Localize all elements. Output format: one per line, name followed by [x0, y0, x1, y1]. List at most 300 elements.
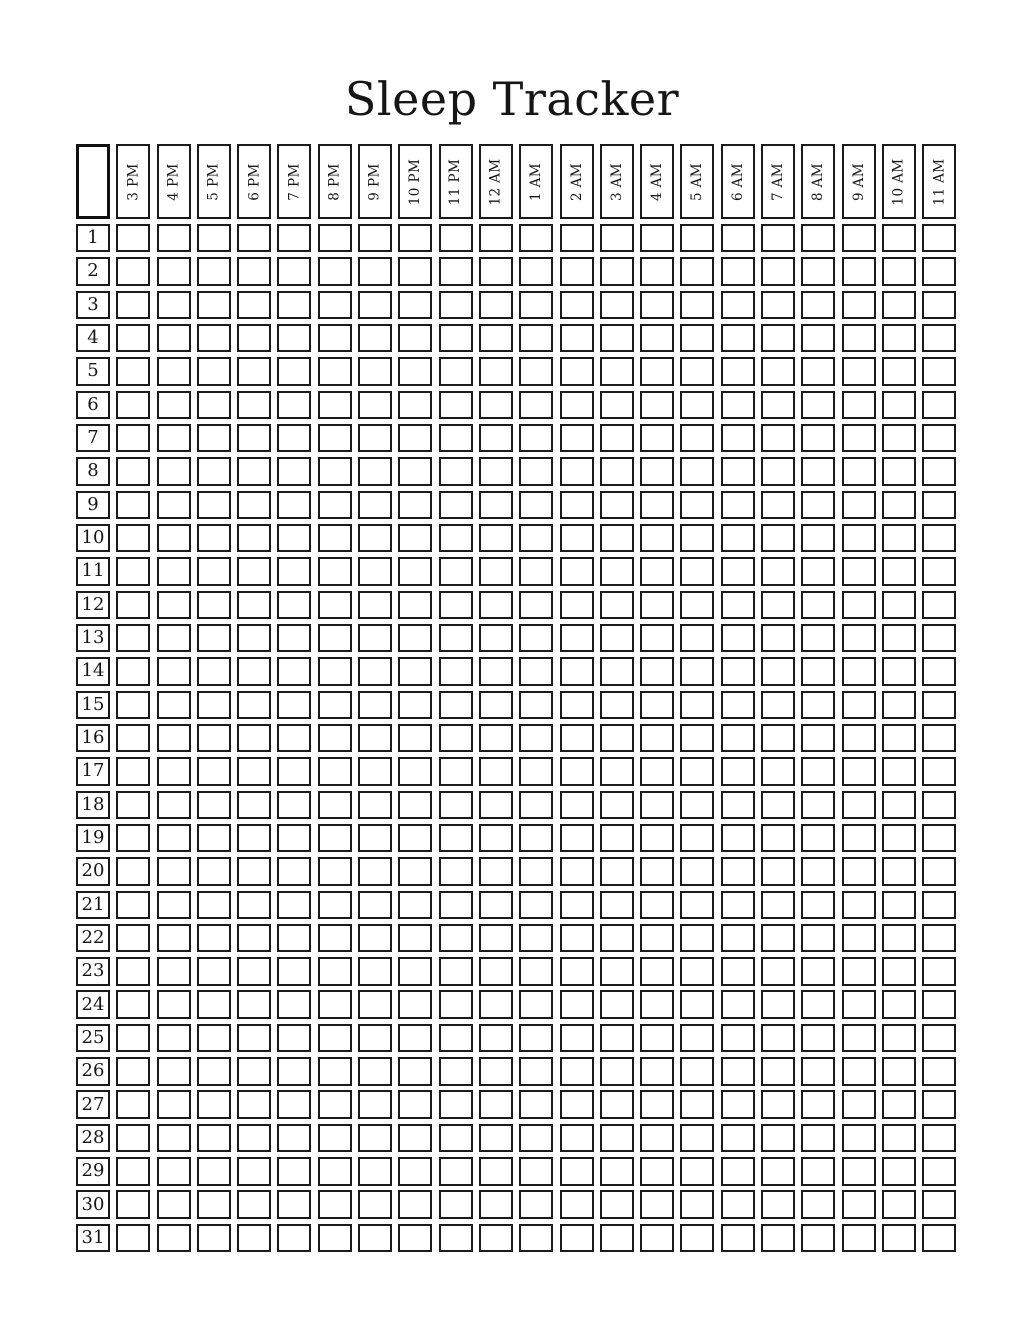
sleep-cell-day11-9am[interactable]: [842, 557, 876, 585]
sleep-cell-day21-8pm[interactable]: [318, 891, 352, 919]
sleep-cell-day5-3am[interactable]: [600, 357, 634, 385]
sleep-cell-day15-5pm[interactable]: [197, 691, 231, 719]
sleep-cell-day16-5am[interactable]: [680, 724, 714, 752]
sleep-cell-day7-2am[interactable]: [560, 424, 594, 452]
sleep-cell-day30-11am[interactable]: [922, 1190, 956, 1218]
sleep-cell-day20-5am[interactable]: [680, 857, 714, 885]
sleep-cell-day16-8pm[interactable]: [318, 724, 352, 752]
sleep-cell-day1-11pm[interactable]: [439, 224, 473, 252]
sleep-cell-day4-3am[interactable]: [600, 324, 634, 352]
sleep-cell-day12-8pm[interactable]: [318, 591, 352, 619]
sleep-cell-day31-3am[interactable]: [600, 1224, 634, 1252]
sleep-cell-day20-9am[interactable]: [842, 857, 876, 885]
sleep-cell-day1-9pm[interactable]: [358, 224, 392, 252]
sleep-cell-day24-9pm[interactable]: [358, 990, 392, 1018]
sleep-cell-day24-5am[interactable]: [680, 990, 714, 1018]
sleep-cell-day30-9pm[interactable]: [358, 1190, 392, 1218]
sleep-cell-day12-7pm[interactable]: [277, 591, 311, 619]
sleep-cell-day15-11pm[interactable]: [439, 691, 473, 719]
sleep-cell-day25-9am[interactable]: [842, 1024, 876, 1052]
sleep-cell-day27-11pm[interactable]: [439, 1090, 473, 1118]
sleep-cell-day31-8pm[interactable]: [318, 1224, 352, 1252]
sleep-cell-day20-5pm[interactable]: [197, 857, 231, 885]
sleep-cell-day30-10am[interactable]: [882, 1190, 916, 1218]
sleep-cell-day17-1am[interactable]: [519, 757, 553, 785]
sleep-cell-day23-10pm[interactable]: [398, 957, 432, 985]
sleep-cell-day3-5am[interactable]: [680, 291, 714, 319]
sleep-cell-day11-5pm[interactable]: [197, 557, 231, 585]
sleep-cell-day4-8am[interactable]: [801, 324, 835, 352]
sleep-cell-day6-8pm[interactable]: [318, 391, 352, 419]
sleep-cell-day23-8pm[interactable]: [318, 957, 352, 985]
sleep-cell-day14-10pm[interactable]: [398, 657, 432, 685]
sleep-cell-day4-6am[interactable]: [721, 324, 755, 352]
sleep-cell-day9-11pm[interactable]: [439, 491, 473, 519]
sleep-cell-day16-2am[interactable]: [560, 724, 594, 752]
sleep-cell-day3-6pm[interactable]: [237, 291, 271, 319]
sleep-cell-day29-11pm[interactable]: [439, 1157, 473, 1185]
sleep-cell-day4-11am[interactable]: [922, 324, 956, 352]
sleep-cell-day26-7pm[interactable]: [277, 1057, 311, 1085]
sleep-cell-day23-6pm[interactable]: [237, 957, 271, 985]
sleep-cell-day13-7pm[interactable]: [277, 624, 311, 652]
sleep-cell-day23-7pm[interactable]: [277, 957, 311, 985]
sleep-cell-day15-6am[interactable]: [721, 691, 755, 719]
sleep-cell-day12-9pm[interactable]: [358, 591, 392, 619]
sleep-cell-day18-5pm[interactable]: [197, 791, 231, 819]
sleep-cell-day5-5am[interactable]: [680, 357, 714, 385]
sleep-cell-day19-7am[interactable]: [761, 824, 795, 852]
sleep-cell-day13-3am[interactable]: [600, 624, 634, 652]
sleep-cell-day8-4am[interactable]: [640, 457, 674, 485]
sleep-cell-day15-11am[interactable]: [922, 691, 956, 719]
sleep-cell-day15-4pm[interactable]: [157, 691, 191, 719]
sleep-cell-day8-3pm[interactable]: [116, 457, 150, 485]
sleep-cell-day29-8pm[interactable]: [318, 1157, 352, 1185]
sleep-cell-day9-8am[interactable]: [801, 491, 835, 519]
sleep-cell-day29-10pm[interactable]: [398, 1157, 432, 1185]
sleep-cell-day27-5am[interactable]: [680, 1090, 714, 1118]
sleep-cell-day17-5pm[interactable]: [197, 757, 231, 785]
sleep-cell-day7-8am[interactable]: [801, 424, 835, 452]
sleep-cell-day23-5am[interactable]: [680, 957, 714, 985]
sleep-cell-day23-5pm[interactable]: [197, 957, 231, 985]
sleep-cell-day6-2am[interactable]: [560, 391, 594, 419]
sleep-cell-day15-4am[interactable]: [640, 691, 674, 719]
sleep-cell-day17-2am[interactable]: [560, 757, 594, 785]
sleep-cell-day25-11pm[interactable]: [439, 1024, 473, 1052]
sleep-cell-day15-3am[interactable]: [600, 691, 634, 719]
sleep-cell-day22-3pm[interactable]: [116, 924, 150, 952]
sleep-cell-day16-4pm[interactable]: [157, 724, 191, 752]
sleep-cell-day9-4am[interactable]: [640, 491, 674, 519]
sleep-cell-day11-4am[interactable]: [640, 557, 674, 585]
sleep-cell-day18-8pm[interactable]: [318, 791, 352, 819]
sleep-cell-day14-12am[interactable]: [479, 657, 513, 685]
sleep-cell-day2-8am[interactable]: [801, 257, 835, 285]
sleep-cell-day2-10pm[interactable]: [398, 257, 432, 285]
sleep-cell-day22-8am[interactable]: [801, 924, 835, 952]
sleep-cell-day28-1am[interactable]: [519, 1124, 553, 1152]
sleep-cell-day21-9pm[interactable]: [358, 891, 392, 919]
sleep-cell-day3-4pm[interactable]: [157, 291, 191, 319]
sleep-cell-day24-10pm[interactable]: [398, 990, 432, 1018]
sleep-cell-day14-4am[interactable]: [640, 657, 674, 685]
sleep-cell-day20-4pm[interactable]: [157, 857, 191, 885]
sleep-cell-day24-2am[interactable]: [560, 990, 594, 1018]
sleep-cell-day11-6pm[interactable]: [237, 557, 271, 585]
sleep-cell-day23-3am[interactable]: [600, 957, 634, 985]
sleep-cell-day31-2am[interactable]: [560, 1224, 594, 1252]
sleep-cell-day13-8pm[interactable]: [318, 624, 352, 652]
sleep-cell-day30-6am[interactable]: [721, 1190, 755, 1218]
sleep-cell-day30-7pm[interactable]: [277, 1190, 311, 1218]
sleep-cell-day27-4pm[interactable]: [157, 1090, 191, 1118]
sleep-cell-day5-12am[interactable]: [479, 357, 513, 385]
sleep-cell-day16-10am[interactable]: [882, 724, 916, 752]
sleep-cell-day21-10am[interactable]: [882, 891, 916, 919]
sleep-cell-day11-3am[interactable]: [600, 557, 634, 585]
sleep-cell-day8-7pm[interactable]: [277, 457, 311, 485]
sleep-cell-day26-3pm[interactable]: [116, 1057, 150, 1085]
sleep-cell-day9-6pm[interactable]: [237, 491, 271, 519]
sleep-cell-day16-6pm[interactable]: [237, 724, 271, 752]
sleep-cell-day5-11pm[interactable]: [439, 357, 473, 385]
sleep-cell-day20-2am[interactable]: [560, 857, 594, 885]
sleep-cell-day21-11pm[interactable]: [439, 891, 473, 919]
sleep-cell-day23-11pm[interactable]: [439, 957, 473, 985]
sleep-cell-day9-3pm[interactable]: [116, 491, 150, 519]
sleep-cell-day5-4am[interactable]: [640, 357, 674, 385]
sleep-cell-day8-11pm[interactable]: [439, 457, 473, 485]
sleep-cell-day14-3am[interactable]: [600, 657, 634, 685]
sleep-cell-day31-4pm[interactable]: [157, 1224, 191, 1252]
sleep-cell-day11-6am[interactable]: [721, 557, 755, 585]
sleep-cell-day17-5am[interactable]: [680, 757, 714, 785]
sleep-cell-day6-11am[interactable]: [922, 391, 956, 419]
sleep-cell-day7-10am[interactable]: [882, 424, 916, 452]
sleep-cell-day22-1am[interactable]: [519, 924, 553, 952]
sleep-cell-day8-4pm[interactable]: [157, 457, 191, 485]
sleep-cell-day13-2am[interactable]: [560, 624, 594, 652]
sleep-cell-day24-1am[interactable]: [519, 990, 553, 1018]
sleep-cell-day3-3pm[interactable]: [116, 291, 150, 319]
sleep-cell-day29-8am[interactable]: [801, 1157, 835, 1185]
sleep-cell-day18-7am[interactable]: [761, 791, 795, 819]
sleep-cell-day15-2am[interactable]: [560, 691, 594, 719]
sleep-cell-day8-12am[interactable]: [479, 457, 513, 485]
sleep-cell-day1-5pm[interactable]: [197, 224, 231, 252]
sleep-cell-day25-2am[interactable]: [560, 1024, 594, 1052]
sleep-cell-day4-10pm[interactable]: [398, 324, 432, 352]
sleep-cell-day31-10am[interactable]: [882, 1224, 916, 1252]
sleep-cell-day9-10am[interactable]: [882, 491, 916, 519]
sleep-cell-day31-7am[interactable]: [761, 1224, 795, 1252]
sleep-cell-day10-8am[interactable]: [801, 524, 835, 552]
sleep-cell-day25-11am[interactable]: [922, 1024, 956, 1052]
sleep-cell-day28-5pm[interactable]: [197, 1124, 231, 1152]
sleep-cell-day11-8am[interactable]: [801, 557, 835, 585]
sleep-cell-day27-6am[interactable]: [721, 1090, 755, 1118]
sleep-cell-day8-7am[interactable]: [761, 457, 795, 485]
sleep-cell-day6-10pm[interactable]: [398, 391, 432, 419]
sleep-cell-day2-11pm[interactable]: [439, 257, 473, 285]
sleep-cell-day8-10am[interactable]: [882, 457, 916, 485]
sleep-cell-day18-3am[interactable]: [600, 791, 634, 819]
sleep-cell-day14-10am[interactable]: [882, 657, 916, 685]
sleep-cell-day24-11am[interactable]: [922, 990, 956, 1018]
sleep-cell-day9-5pm[interactable]: [197, 491, 231, 519]
sleep-cell-day6-5am[interactable]: [680, 391, 714, 419]
sleep-cell-day24-8am[interactable]: [801, 990, 835, 1018]
sleep-cell-day2-12am[interactable]: [479, 257, 513, 285]
sleep-cell-day18-11pm[interactable]: [439, 791, 473, 819]
sleep-cell-day18-7pm[interactable]: [277, 791, 311, 819]
sleep-cell-day26-9am[interactable]: [842, 1057, 876, 1085]
sleep-cell-day28-7am[interactable]: [761, 1124, 795, 1152]
sleep-cell-day31-11am[interactable]: [922, 1224, 956, 1252]
sleep-cell-day17-4pm[interactable]: [157, 757, 191, 785]
sleep-cell-day3-5pm[interactable]: [197, 291, 231, 319]
sleep-cell-day28-6pm[interactable]: [237, 1124, 271, 1152]
sleep-cell-day7-10pm[interactable]: [398, 424, 432, 452]
sleep-cell-day21-4am[interactable]: [640, 891, 674, 919]
sleep-cell-day9-1am[interactable]: [519, 491, 553, 519]
sleep-cell-day24-6am[interactable]: [721, 990, 755, 1018]
sleep-cell-day20-11am[interactable]: [922, 857, 956, 885]
sleep-cell-day19-10pm[interactable]: [398, 824, 432, 852]
sleep-cell-day1-6am[interactable]: [721, 224, 755, 252]
sleep-cell-day24-8pm[interactable]: [318, 990, 352, 1018]
sleep-cell-day31-5pm[interactable]: [197, 1224, 231, 1252]
sleep-cell-day2-10am[interactable]: [882, 257, 916, 285]
sleep-cell-day17-10am[interactable]: [882, 757, 916, 785]
sleep-cell-day31-6am[interactable]: [721, 1224, 755, 1252]
sleep-cell-day2-1am[interactable]: [519, 257, 553, 285]
sleep-cell-day18-4am[interactable]: [640, 791, 674, 819]
sleep-cell-day28-7pm[interactable]: [277, 1124, 311, 1152]
sleep-cell-day27-6pm[interactable]: [237, 1090, 271, 1118]
sleep-cell-day28-4pm[interactable]: [157, 1124, 191, 1152]
sleep-cell-day27-10am[interactable]: [882, 1090, 916, 1118]
sleep-cell-day20-7am[interactable]: [761, 857, 795, 885]
sleep-cell-day2-11am[interactable]: [922, 257, 956, 285]
sleep-cell-day29-6am[interactable]: [721, 1157, 755, 1185]
sleep-cell-day19-11pm[interactable]: [439, 824, 473, 852]
sleep-cell-day21-5am[interactable]: [680, 891, 714, 919]
sleep-cell-day23-12am[interactable]: [479, 957, 513, 985]
sleep-cell-day25-6pm[interactable]: [237, 1024, 271, 1052]
sleep-cell-day26-4pm[interactable]: [157, 1057, 191, 1085]
sleep-cell-day15-7am[interactable]: [761, 691, 795, 719]
sleep-cell-day12-7am[interactable]: [761, 591, 795, 619]
sleep-cell-day30-4pm[interactable]: [157, 1190, 191, 1218]
sleep-cell-day5-4pm[interactable]: [157, 357, 191, 385]
sleep-cell-day15-8pm[interactable]: [318, 691, 352, 719]
sleep-cell-day10-8pm[interactable]: [318, 524, 352, 552]
sleep-cell-day25-3am[interactable]: [600, 1024, 634, 1052]
sleep-cell-day26-6pm[interactable]: [237, 1057, 271, 1085]
sleep-cell-day17-9pm[interactable]: [358, 757, 392, 785]
sleep-cell-day4-3pm[interactable]: [116, 324, 150, 352]
sleep-cell-day30-5pm[interactable]: [197, 1190, 231, 1218]
sleep-cell-day5-6am[interactable]: [721, 357, 755, 385]
sleep-cell-day17-11pm[interactable]: [439, 757, 473, 785]
sleep-cell-day20-8am[interactable]: [801, 857, 835, 885]
sleep-cell-day10-11pm[interactable]: [439, 524, 473, 552]
sleep-cell-day21-4pm[interactable]: [157, 891, 191, 919]
sleep-cell-day24-6pm[interactable]: [237, 990, 271, 1018]
sleep-cell-day12-4am[interactable]: [640, 591, 674, 619]
sleep-cell-day30-4am[interactable]: [640, 1190, 674, 1218]
sleep-cell-day12-11pm[interactable]: [439, 591, 473, 619]
sleep-cell-day6-11pm[interactable]: [439, 391, 473, 419]
sleep-cell-day12-10am[interactable]: [882, 591, 916, 619]
sleep-cell-day26-1am[interactable]: [519, 1057, 553, 1085]
sleep-cell-day17-7pm[interactable]: [277, 757, 311, 785]
sleep-cell-day25-7am[interactable]: [761, 1024, 795, 1052]
sleep-cell-day20-9pm[interactable]: [358, 857, 392, 885]
sleep-cell-day1-4pm[interactable]: [157, 224, 191, 252]
sleep-cell-day26-5pm[interactable]: [197, 1057, 231, 1085]
sleep-cell-day7-6pm[interactable]: [237, 424, 271, 452]
sleep-cell-day28-8am[interactable]: [801, 1124, 835, 1152]
sleep-cell-day30-11pm[interactable]: [439, 1190, 473, 1218]
sleep-cell-day19-11am[interactable]: [922, 824, 956, 852]
sleep-cell-day4-4pm[interactable]: [157, 324, 191, 352]
sleep-cell-day9-9am[interactable]: [842, 491, 876, 519]
sleep-cell-day5-10pm[interactable]: [398, 357, 432, 385]
sleep-cell-day19-5am[interactable]: [680, 824, 714, 852]
sleep-cell-day30-7am[interactable]: [761, 1190, 795, 1218]
sleep-cell-day6-5pm[interactable]: [197, 391, 231, 419]
sleep-cell-day11-1am[interactable]: [519, 557, 553, 585]
sleep-cell-day19-9pm[interactable]: [358, 824, 392, 852]
sleep-cell-day31-3pm[interactable]: [116, 1224, 150, 1252]
sleep-cell-day28-2am[interactable]: [560, 1124, 594, 1152]
sleep-cell-day10-9am[interactable]: [842, 524, 876, 552]
sleep-cell-day10-11am[interactable]: [922, 524, 956, 552]
sleep-cell-day7-6am[interactable]: [721, 424, 755, 452]
sleep-cell-day14-9pm[interactable]: [358, 657, 392, 685]
sleep-cell-day13-11pm[interactable]: [439, 624, 473, 652]
sleep-cell-day26-10pm[interactable]: [398, 1057, 432, 1085]
sleep-cell-day6-12am[interactable]: [479, 391, 513, 419]
sleep-cell-day16-7am[interactable]: [761, 724, 795, 752]
sleep-cell-day29-3am[interactable]: [600, 1157, 634, 1185]
sleep-cell-day15-5am[interactable]: [680, 691, 714, 719]
sleep-cell-day26-4am[interactable]: [640, 1057, 674, 1085]
sleep-cell-day16-1am[interactable]: [519, 724, 553, 752]
sleep-cell-day24-9am[interactable]: [842, 990, 876, 1018]
sleep-cell-day6-9am[interactable]: [842, 391, 876, 419]
sleep-cell-day29-7pm[interactable]: [277, 1157, 311, 1185]
sleep-cell-day9-9pm[interactable]: [358, 491, 392, 519]
sleep-cell-day23-2am[interactable]: [560, 957, 594, 985]
sleep-cell-day25-4am[interactable]: [640, 1024, 674, 1052]
sleep-cell-day12-3pm[interactable]: [116, 591, 150, 619]
sleep-cell-day16-3pm[interactable]: [116, 724, 150, 752]
sleep-cell-day26-8am[interactable]: [801, 1057, 835, 1085]
sleep-cell-day18-1am[interactable]: [519, 791, 553, 819]
sleep-cell-day18-10pm[interactable]: [398, 791, 432, 819]
sleep-cell-day2-8pm[interactable]: [318, 257, 352, 285]
sleep-cell-day28-11am[interactable]: [922, 1124, 956, 1152]
sleep-cell-day23-4pm[interactable]: [157, 957, 191, 985]
sleep-cell-day28-9am[interactable]: [842, 1124, 876, 1152]
sleep-cell-day6-4pm[interactable]: [157, 391, 191, 419]
sleep-cell-day2-7pm[interactable]: [277, 257, 311, 285]
sleep-cell-day12-12am[interactable]: [479, 591, 513, 619]
sleep-cell-day22-12am[interactable]: [479, 924, 513, 952]
sleep-cell-day4-7pm[interactable]: [277, 324, 311, 352]
sleep-cell-day24-10am[interactable]: [882, 990, 916, 1018]
sleep-cell-day9-3am[interactable]: [600, 491, 634, 519]
sleep-cell-day29-9am[interactable]: [842, 1157, 876, 1185]
sleep-cell-day22-6pm[interactable]: [237, 924, 271, 952]
sleep-cell-day20-11pm[interactable]: [439, 857, 473, 885]
sleep-cell-day23-6am[interactable]: [721, 957, 755, 985]
sleep-cell-day5-9pm[interactable]: [358, 357, 392, 385]
sleep-cell-day3-11am[interactable]: [922, 291, 956, 319]
sleep-cell-day16-5pm[interactable]: [197, 724, 231, 752]
sleep-cell-day27-8am[interactable]: [801, 1090, 835, 1118]
sleep-cell-day28-10pm[interactable]: [398, 1124, 432, 1152]
sleep-cell-day13-11am[interactable]: [922, 624, 956, 652]
sleep-cell-day19-12am[interactable]: [479, 824, 513, 852]
sleep-cell-day23-4am[interactable]: [640, 957, 674, 985]
sleep-cell-day5-8am[interactable]: [801, 357, 835, 385]
sleep-cell-day8-3am[interactable]: [600, 457, 634, 485]
sleep-cell-day10-1am[interactable]: [519, 524, 553, 552]
sleep-cell-day11-2am[interactable]: [560, 557, 594, 585]
sleep-cell-day13-4pm[interactable]: [157, 624, 191, 652]
sleep-cell-day2-9am[interactable]: [842, 257, 876, 285]
sleep-cell-day17-8pm[interactable]: [318, 757, 352, 785]
sleep-cell-day12-6am[interactable]: [721, 591, 755, 619]
sleep-cell-day6-6pm[interactable]: [237, 391, 271, 419]
sleep-cell-day30-1am[interactable]: [519, 1190, 553, 1218]
sleep-cell-day4-5pm[interactable]: [197, 324, 231, 352]
sleep-cell-day5-3pm[interactable]: [116, 357, 150, 385]
sleep-cell-day7-11pm[interactable]: [439, 424, 473, 452]
sleep-cell-day16-10pm[interactable]: [398, 724, 432, 752]
sleep-cell-day3-2am[interactable]: [560, 291, 594, 319]
sleep-cell-day22-4pm[interactable]: [157, 924, 191, 952]
sleep-cell-day10-10pm[interactable]: [398, 524, 432, 552]
sleep-cell-day18-8am[interactable]: [801, 791, 835, 819]
sleep-cell-day13-3pm[interactable]: [116, 624, 150, 652]
sleep-cell-day28-8pm[interactable]: [318, 1124, 352, 1152]
sleep-cell-day31-8am[interactable]: [801, 1224, 835, 1252]
sleep-cell-day22-11pm[interactable]: [439, 924, 473, 952]
sleep-cell-day17-7am[interactable]: [761, 757, 795, 785]
sleep-cell-day30-5am[interactable]: [680, 1190, 714, 1218]
sleep-cell-day14-8am[interactable]: [801, 657, 835, 685]
sleep-cell-day9-4pm[interactable]: [157, 491, 191, 519]
sleep-cell-day27-9am[interactable]: [842, 1090, 876, 1118]
sleep-cell-day21-2am[interactable]: [560, 891, 594, 919]
sleep-cell-day18-6pm[interactable]: [237, 791, 271, 819]
sleep-cell-day10-3pm[interactable]: [116, 524, 150, 552]
sleep-cell-day14-11am[interactable]: [922, 657, 956, 685]
sleep-cell-day14-7pm[interactable]: [277, 657, 311, 685]
sleep-cell-day12-6pm[interactable]: [237, 591, 271, 619]
sleep-cell-day26-10am[interactable]: [882, 1057, 916, 1085]
sleep-cell-day20-8pm[interactable]: [318, 857, 352, 885]
sleep-cell-day20-3pm[interactable]: [116, 857, 150, 885]
sleep-cell-day24-3am[interactable]: [600, 990, 634, 1018]
